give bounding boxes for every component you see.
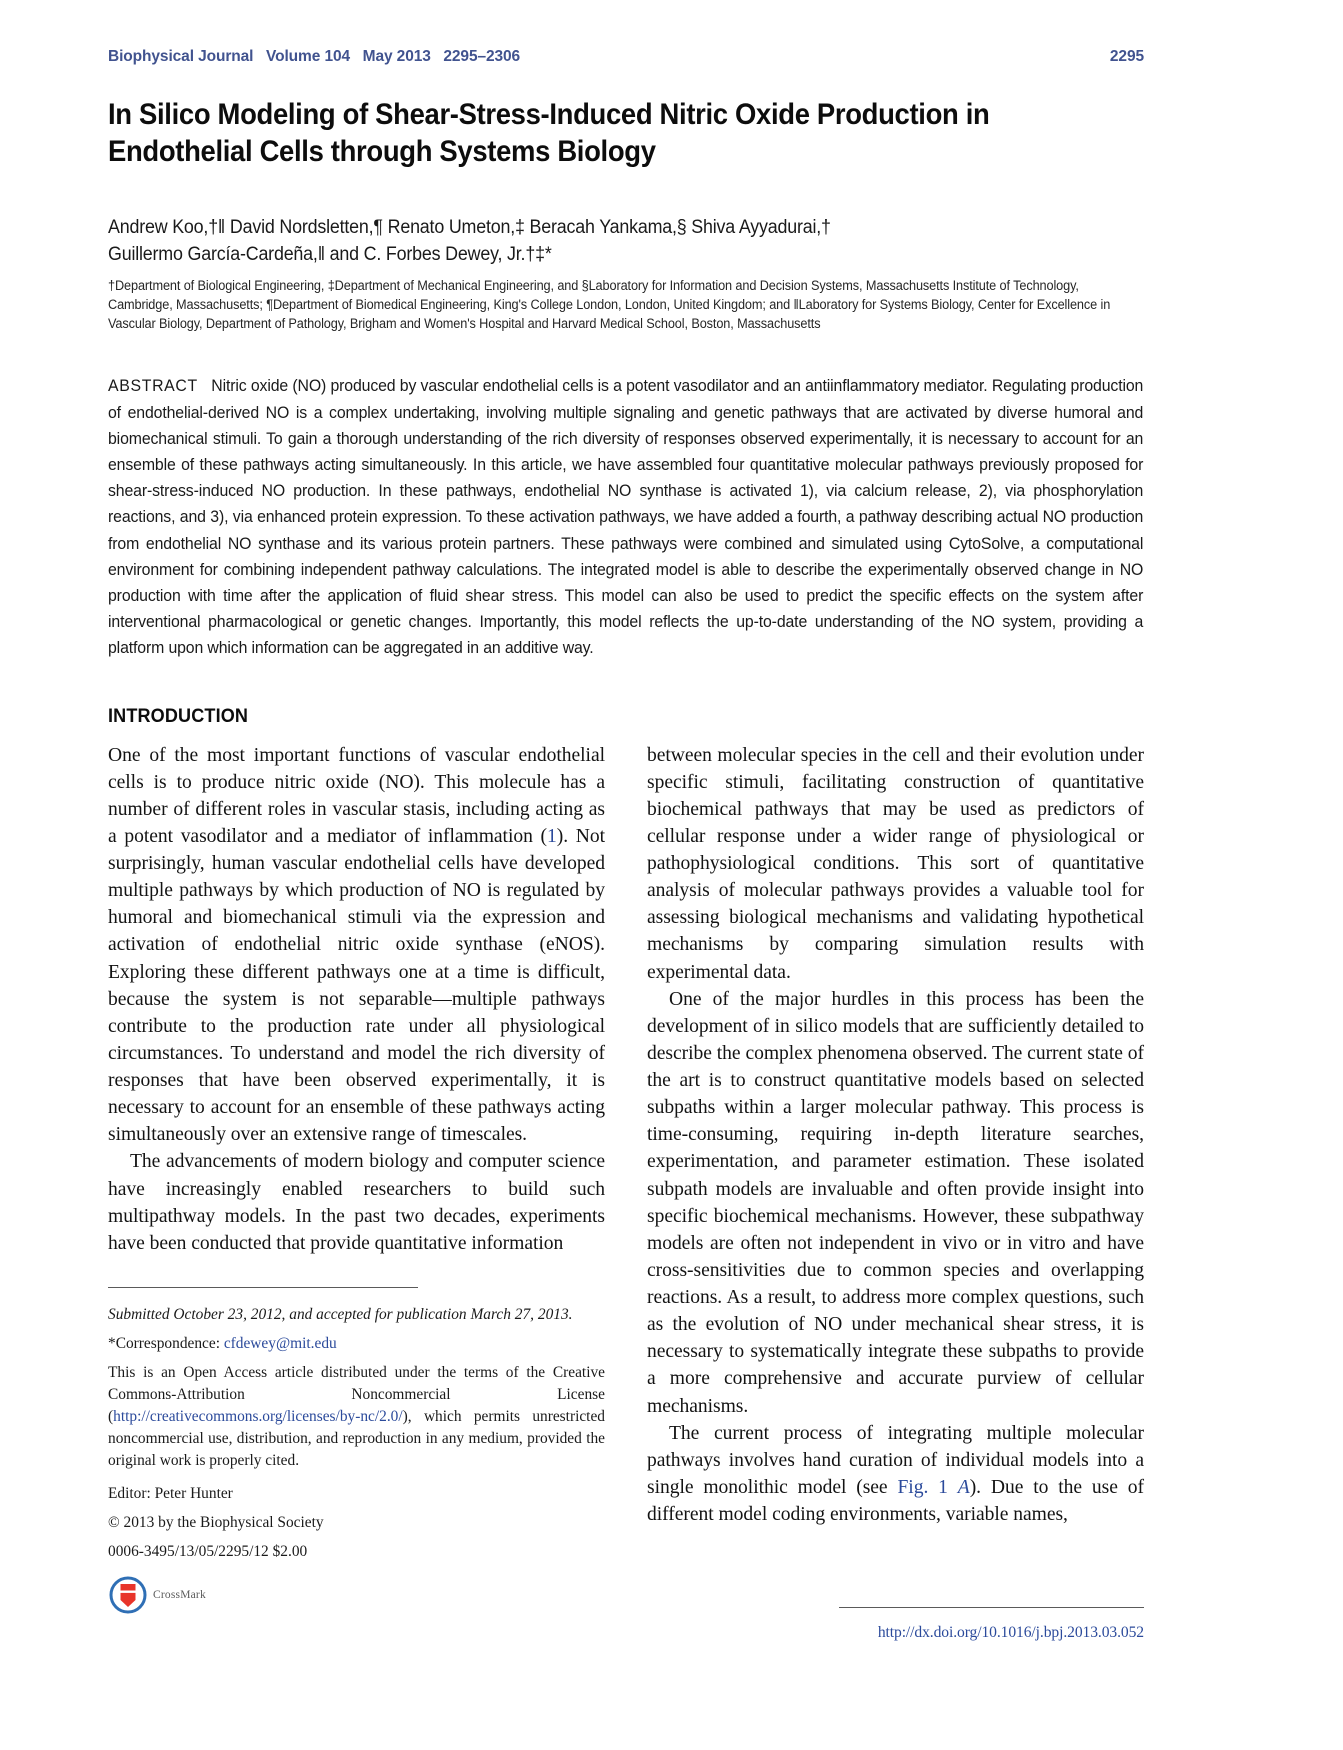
figure-link-1[interactable] (897, 1477, 969, 1498)
footnote-correspondence (108, 1333, 605, 1355)
author-line-2: Guillermo García-Cardeña,‖ and C. Forbes Dewey, Jr.†‡* (108, 243, 552, 265)
intro-p5-part-b: ). Due to the use of different model coding environments, variable names, (647, 1476, 1144, 1526)
reference-link-1[interactable]: 1 (547, 825, 557, 847)
footnote-editor: Editor: Peter Hunter (108, 1485, 233, 1503)
intro-p5-part-a: The current process of integrating multiple molecular pathways involves hand curation of individual models into a single monolithic model (see (647, 1422, 1144, 1498)
column-right (647, 742, 1144, 1642)
doi-divider (839, 1607, 1144, 1608)
footnote-divider (108, 1287, 418, 1288)
intro-p1-part-a: One of the most important functions of vascular endothelial cells is to produce nitric oxide (NO). This molecule has a number of different roles in vascular stasis, including acting as a potent vasodilator and a mediator of inflammation ( (108, 744, 605, 847)
column-left (108, 742, 605, 1642)
crossmark-label: CrossMark (153, 1589, 206, 1602)
intro-paragraph-3: between molecular species in the cell and their evolution under specific stimuli, facilitating construction of quantitative biochemical pathways that may be used as predictors of cellular response under a wider range of physiological or pathophysiological conditions. This sort of quantitative analysis of molecular pathways provides a valuable tool for assessing biological mechanisms and validating hypothetical mechanisms by comparing simulation results with experimental data. (647, 744, 1144, 983)
affiliations: †Department of Biological Engineering, ‡Department of Mechanical Engineering, and §Laboratory for Information and Decision Systems, Massachusetts Institute of Technology, Cambridge, Massachusetts; ¶Department of Biomedical Engineering, King's College London, London, United Kingdom; and ‖Laboratory for Systems Biology, Center for Excellence in Vascular Biology, Department of Pathology, Brigham and Women's Hospital and Harvard Medical School, Boston, Massachusetts (108, 277, 1111, 332)
doi-block (647, 1607, 1144, 1642)
intro-paragraph-5 (647, 1420, 1144, 1529)
page-content (108, 48, 1144, 1642)
author-line-1: Andrew Koo,†‖ David Nordsletten,¶ Renato Umeton,‡ Beracah Yankama,§ Shiva Ayyadurai,† (108, 216, 831, 238)
two-column-body (108, 742, 1144, 1642)
author-list (108, 215, 1082, 269)
intro-paragraph-4: One of the major hurdles in this process has been the development of in silico models that are sufficiently detailed to describe the complex phenomena observed. The current state of the art is to construct quantitative models based on selected subpaths within a larger molecular pathway. This process is time-consuming, requiring in-depth literature searches, experimentation, and parameter estimation. These isolated subpath models are invaluable and often provide insight into specific biochemical mechanisms. However, these subpathway models are often not independent in vivo or in vitro and have cross-sensitivities due to common species and overlapping reactions. As a result, to address more complex questions, such as the evolution of NO under mechanical shear stress, it is necessary to systematically integrate these subpaths to provide a more comprehensive and accurate purview of cellular mechanisms. (647, 988, 1144, 1417)
footnote-license (108, 1362, 605, 1472)
footnote-copyright: © 2013 by the Biophysical Society (108, 1514, 324, 1532)
doi-link[interactable]: http://dx.doi.org/10.1016/j.bpj.2013.03.052 (877, 1623, 1144, 1641)
abstract-text: Nitric oxide (NO) produced by vascular endothelial cells is a potent vasodilator and an antiinflammatory mediator. Regulating production of endothelial-derived NO is a complex undertaking, involving multiple signaling and genetic pathways that are activated by diverse humoral and biomechanical stimuli. To gain a thorough understanding of the rich diversity of responses observed experimentally, it is necessary to account for an ensemble of these pathways acting simultaneously. In this article, we have assembled four quantitative molecular pathways previously proposed for shear-stress-induced NO production. In these pathways, endothelial NO synthase is activated 1), via calcium release, 2), via phosphorylation reactions, and 3), via enhanced protein expression. To these activation pathways, we have added a fourth, a pathway describing actual NO production from endothelial NO synthase and its various protein partners. These pathways were combined and simulated using CytoSolve, a computational environment for combining independent pathway calculations. The integrated model is able to describe the experimentally observed change in NO production with time after the application of fluid shear stress. This model can also be used to predict the specific effects on the system after interventional pharmacological or genetic changes. Importantly, this model reflects the up-to-date understanding of the NO system, providing a platform upon which information can be aggregated in an additive way. (108, 376, 1144, 658)
correspondence-email-link[interactable]: cfdewey@mit.edu (223, 1334, 337, 1352)
intro-paragraph-1 (108, 742, 605, 1149)
column-right-body (647, 742, 1144, 1642)
license-text-a: This is an Open Access article distributed under the terms of the Creative Commons-Attribution Noncommercial License ( (108, 1363, 605, 1425)
figure-link-panel: A (957, 1476, 970, 1498)
crossmark-icon (108, 1575, 148, 1615)
abstract (108, 373, 1143, 661)
section-heading-introduction: INTRODUCTION (108, 705, 249, 727)
running-head (108, 48, 1144, 66)
crossmark-badge[interactable] (108, 1575, 605, 1615)
footnote-submitted: Submitted October 23, 2012, and accepted for publication March 27, 2013. (108, 1305, 573, 1323)
correspondence-label: *Correspondence: (108, 1334, 224, 1352)
license-text-b: ), which permits unrestricted noncommercial use, distribution, and reproduction in any medium, provided the original work is properly cited. (108, 1407, 605, 1470)
journal-citation-line: Biophysical Journal Volume 104 May 2013 2295–2306 (108, 48, 521, 65)
figure-link-label: Fig. 1 (897, 1476, 948, 1498)
footnote-issn: 0006-3495/13/05/2295/12 $2.00 (108, 1543, 308, 1561)
page-title: In Silico Modeling of Shear-Stress-Induced Nitric Oxide Production in Endothelial Cells through Systems Biology (108, 98, 990, 169)
license-url-link[interactable]: http://creativecommons.org/licenses/by-nc/2.0/ (113, 1407, 403, 1425)
paper-sheet (60, 22, 1270, 1722)
intro-paragraph-2: The advancements of modern biology and computer science have increasingly enabled researchers to build such multipathway models. In the past two decades, experiments have been conducted that provide quantitative information (108, 1151, 605, 1254)
page-number: 2295 (1109, 48, 1144, 65)
abstract-label: ABSTRACT (108, 376, 198, 396)
intro-p1-part-b: ). Not surprisingly, human vascular endothelial cells have developed multiple pathways by which production of NO is regulated by humoral and biomechanical stimuli via the expression and activation of endothelial nitric oxide synthase (eNOS). Exploring these different pathways one at a time is difficult, because the system is not separable—multiple pathways contribute to the production rate under all physiological circumstances. To understand and model the rich diversity of responses that have been observed experimentally, it is necessary to account for an ensemble of these pathways acting simultaneously over an extensive range of timescales. (108, 825, 605, 1146)
